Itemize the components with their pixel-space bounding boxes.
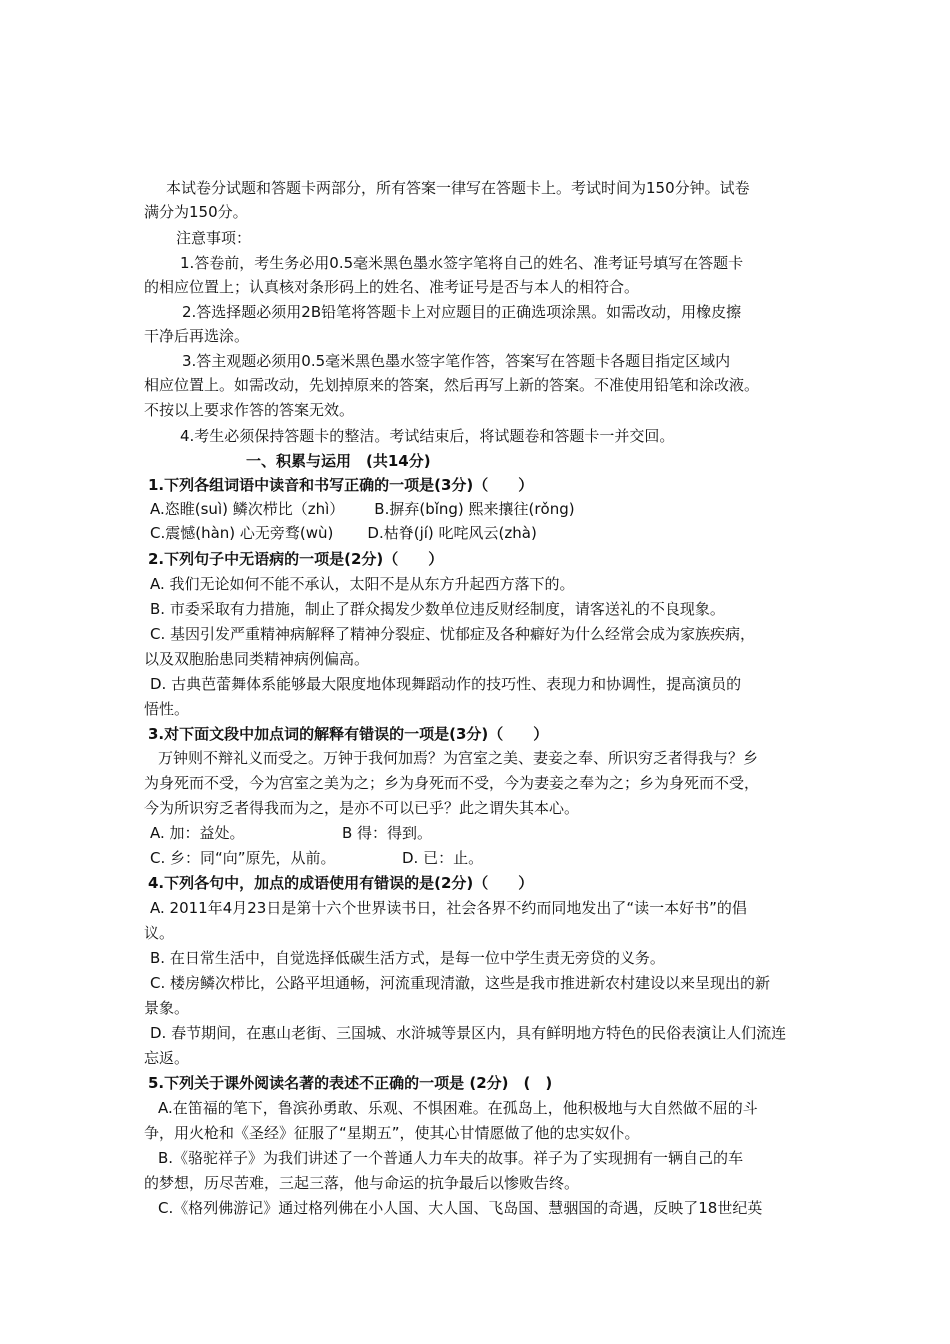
question-3-option-b: B 得：得到。 [342, 824, 433, 842]
question-2-line: C. 基因引发严重精神病解释了精神分裂症、忧郁症及各种癖好为什么经常会成为家族疾病， [150, 625, 756, 643]
intro-line: 满分为150分。 [144, 203, 248, 221]
question-5-line: C.《格列佛游记》通过格列佛在小人国、大人国、飞岛国、慧骃国的奇遇，反映了18世纪英 [158, 1199, 763, 1217]
notice-line: 干净后再选涂。 [144, 327, 250, 345]
intro-line: 本试卷分试题和答题卡两部分，所有答案一律写在答题卡上。考试时间为150分钟。试卷 [166, 179, 750, 197]
question-1-options-row [0, 521, 950, 545]
question-1-option-d: D.枯脊(jí) 叱咤风云(zhà) [367, 524, 537, 542]
notice-line: 1.答卷前，考生务必用0.5毫米黑色墨水签字笔将自己的姓名、准考证号填写在答题卡 [180, 254, 744, 272]
question-4-line: A. 2011年4月23日是第十六个世界读书日，社会各界不约而同地发出了“读一本好书”的倡 [150, 899, 747, 917]
question-3-options-row [0, 846, 950, 870]
question-4-line: C. 楼房鳞次栉比，公路平坦通畅，河流重现清澈，这些是我市推进新农村建设以来呈现出的新 [150, 974, 771, 992]
question-3-passage-line: 为身死而不受，今为宫室之美为之；乡为身死而不受，今为妻妾之奉为之；乡为身死而不受， [144, 774, 760, 792]
section-title: 一、积累与运用 (共14分) [246, 452, 431, 470]
question-1-option-c: C.震憾(hàn) 心无旁骛(wù) [150, 524, 334, 542]
question-2-line: D. 古典芭蕾舞体系能够最大限度地体现舞蹈动作的技巧性、表现力和协调性，提高演员的 [150, 675, 742, 693]
question-4-line: 景象。 [144, 999, 190, 1017]
notice-line: 2.答选择题必须用2B铅笔将答题卡上对应题目的正确选项涂黑。如需改动，用橡皮擦 [182, 303, 742, 321]
question-1-option-a: A.恣睢(suì) 鳞次栉比（zhì） [150, 500, 345, 518]
question-5-line: B.《骆驼祥子》为我们讲述了一个普通人力车夫的故事。祥子为了实现拥有一辆自己的车 [158, 1149, 744, 1167]
question-2-stem: 2.下列句子中无语病的一项是(2分)（ ） [148, 550, 444, 568]
question-1-options-row [0, 497, 950, 521]
question-3-passage-line: 今为所识穷乏者得我而为之，是亦不可以已乎？此之谓失其本心。 [144, 799, 580, 817]
notice-line: 相应位置上。如需改动，先划掉原来的答案，然后再写上新的答案。不准使用铅笔和涂改液。 [144, 376, 760, 394]
notice-line: 3.答主观题必须用0.5毫米黑色墨水签字笔作答，答案写在答题卡各题目指定区域内 [182, 352, 731, 370]
question-3-option-d: D. 已：止。 [402, 849, 484, 867]
question-1-option-b: B.摒弃(bǐng) 熙来攘往(rǒng) [374, 500, 575, 518]
question-2-line: 以及双胞胎患同类精神病例偏高。 [144, 650, 370, 668]
question-5-stem: 5.下列关于课外阅读名著的表述不正确的一项是 (2分) ( ) [148, 1074, 553, 1092]
question-3-options-row [0, 821, 950, 845]
question-3-option-c: C. 乡：同“向”原先，从前。 [150, 849, 336, 867]
question-2-line: B. 市委采取有力措施，制止了群众揭发少数单位违反财经制度，请客送礼的不良现象。 [150, 600, 725, 618]
notice-line: 不按以上要求作答的答案无效。 [144, 401, 355, 419]
notice-title: 注意事项： [176, 229, 252, 247]
question-4-line: D. 春节期间，在惠山老街、三国城、水浒城等景区内，具有鲜明地方特色的民俗表演让人们流连 [150, 1024, 787, 1042]
question-5-line: 争，用火枪和《圣经》征服了“星期五”，使其心甘情愿做了他的忠实奴仆。 [144, 1124, 640, 1142]
question-5-line: A.在笛福的笔下，鲁滨孙勇敢、乐观、不惧困难。在孤岛上，他积极地与大自然做不屈的斗 [158, 1099, 758, 1117]
question-3-passage-line: 万钟则不辩礼义而受之。万钟于我何加焉？为宫室之美、妻妾之奉、所识穷乏者得我与？乡 [158, 749, 759, 767]
question-2-line: A. 我们无论如何不能不承认，太阳不是从东方升起西方落下的。 [150, 575, 575, 593]
question-1-stem: 1.下列各组词语中读音和书写正确的一项是(3分)（ ） [148, 476, 534, 494]
question-3-stem: 3.对下面文段中加点词的解释有错误的一项是(3分)（ ） [148, 725, 549, 743]
question-2-line: 悟性。 [144, 700, 190, 718]
question-5-line: 的梦想，历尽苦难，三起三落，他与命运的抗争最后以惨败告终。 [144, 1174, 580, 1192]
question-4-line: 议。 [144, 924, 175, 942]
question-4-stem: 4.下列各句中，加点的成语使用有错误的是(2分)（ ） [148, 874, 534, 892]
question-4-line: 忘返。 [144, 1049, 190, 1067]
notice-line: 的相应位置上；认真核对条形码上的姓名、准考证号是否与本人的相符合。 [144, 278, 640, 296]
question-3-option-a: A. 加：益处。 [150, 824, 245, 842]
notice-line: 4.考生必须保持答题卡的整洁。考试结束后，将试题卷和答题卡一并交回。 [180, 427, 675, 445]
question-4-line: B. 在日常生活中，自觉选择低碳生活方式，是每一位中学生责无旁贷的义务。 [150, 949, 665, 967]
